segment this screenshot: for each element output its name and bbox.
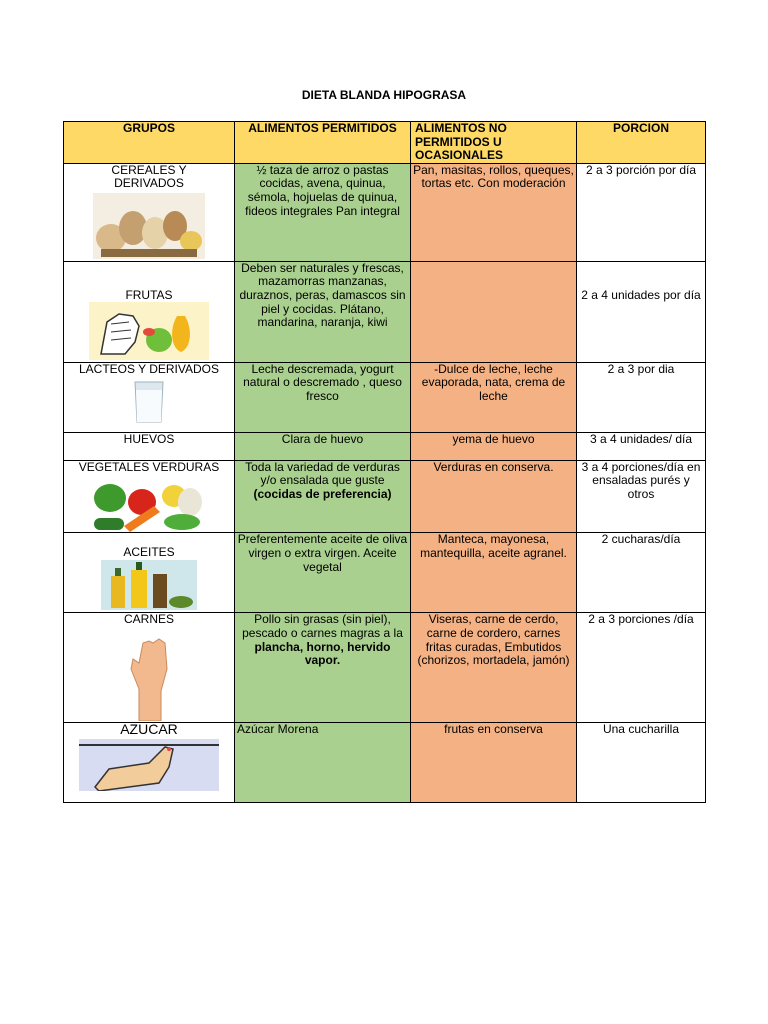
header-porcion: PORCION bbox=[577, 122, 706, 164]
table-row bbox=[64, 723, 706, 803]
header-grupos: GRUPOS bbox=[64, 122, 235, 164]
allowed-cell: Preferentemente aceite de oliva virgen o extra virgen. Aceite vegetal bbox=[235, 533, 411, 613]
fist-fruit-image bbox=[89, 302, 209, 360]
table-row bbox=[64, 362, 706, 432]
allowed-cell: Clara de huevo bbox=[235, 432, 411, 460]
not-allowed-cell: Pan, masitas, rollos, queques, tortas etc. Con moderación bbox=[411, 163, 577, 261]
grains-image bbox=[93, 193, 205, 259]
not-allowed-cell: Manteca, mayonesa, mantequilla, aceite agranel. bbox=[411, 533, 577, 613]
table-row bbox=[64, 533, 706, 613]
portion-cell: 3 a 4 unidades/ día bbox=[577, 432, 706, 460]
allowed-emphasis: (cocidas de preferencia) bbox=[253, 486, 392, 501]
group-name: AZUCAR bbox=[120, 722, 178, 738]
allowed-cell bbox=[235, 460, 411, 533]
not-allowed-cell bbox=[411, 261, 577, 362]
allowed-cell: Leche descremada, yogurt natural o descremado , queso fresco bbox=[235, 362, 411, 432]
portion-text: 2 a 4 unidades por día bbox=[581, 287, 701, 302]
document-title: DIETA BLANDA HIPOGRASA bbox=[301, 88, 467, 102]
vegetables-image bbox=[94, 476, 204, 532]
not-allowed-cell: Viseras, carne de cerdo, carne de cordero, carnes fritas curadas, Embutidos (chorizos, mortadela, jamón) bbox=[411, 613, 577, 723]
oil-bottles-image bbox=[101, 560, 197, 610]
not-allowed-cell: Verduras en conserva. bbox=[411, 460, 577, 533]
table-row bbox=[64, 460, 706, 533]
header-permitidos: ALIMENTOS PERMITIDOS bbox=[235, 122, 411, 164]
group-name: ACEITES bbox=[123, 545, 175, 560]
group-name: FRUTAS bbox=[125, 287, 173, 302]
not-allowed-cell: yema de huevo bbox=[411, 432, 577, 460]
group-cell bbox=[64, 362, 235, 432]
allowed-cell: Deben ser naturales y frescas, mazamorras manzanas, duraznos, peras, damascos sin piel y cocidas. Plátano, mandarina, naranja, kiwi bbox=[235, 261, 411, 362]
group-name: VEGETALES VERDURAS bbox=[78, 460, 220, 474]
group-cell bbox=[64, 432, 235, 460]
portion-cell: 3 a 4 porciones/día en ensaladas purés y otros bbox=[577, 460, 706, 533]
palm-hand-image bbox=[119, 629, 179, 721]
group-cell bbox=[64, 460, 235, 533]
table-row bbox=[64, 163, 706, 261]
group-cell bbox=[64, 613, 235, 723]
allowed-text: Toda la variedad de verduras y/o ensalada que guste bbox=[245, 459, 400, 488]
portion-cell: 2 cucharas/día bbox=[577, 533, 706, 613]
portion-cell bbox=[577, 261, 706, 362]
table-row bbox=[64, 261, 706, 362]
allowed-text: Pollo sin grasas (sin piel), pescado o carnes magras a la bbox=[242, 612, 403, 640]
table-row bbox=[64, 432, 706, 460]
table-header-row bbox=[64, 122, 706, 164]
finger-tip-image bbox=[79, 739, 219, 791]
portion-cell: 2 a 3 por dia bbox=[577, 362, 706, 432]
allowed-emphasis: plancha, horno, hervido vapor. bbox=[254, 639, 391, 668]
group-cell bbox=[64, 533, 235, 613]
group-name: HUEVOS bbox=[123, 432, 175, 446]
allowed-cell: ½ taza de arroz o pastas cocidas, avena, quinua, sémola, hojuelas de quinua, fideos integrales Pan integral bbox=[235, 163, 411, 261]
allowed-cell bbox=[235, 613, 411, 723]
not-allowed-cell: frutas en conserva bbox=[411, 723, 577, 803]
portion-cell: 2 a 3 porción por día bbox=[577, 163, 706, 261]
group-name: CEREALES Y DERIVADOS bbox=[111, 163, 187, 191]
group-name: CARNES bbox=[123, 612, 174, 627]
portion-cell: Una cucharilla bbox=[577, 723, 706, 803]
diet-table bbox=[63, 121, 706, 803]
milk-glass-image bbox=[119, 378, 179, 424]
group-cell bbox=[64, 261, 235, 362]
header-no-permitidos: ALIMENTOS NO PERMITIDOS U OCASIONALES bbox=[411, 122, 577, 164]
group-name: LACTEOS Y DERIVADOS bbox=[78, 362, 220, 376]
portion-cell: 2 a 3 porciones /día bbox=[577, 613, 706, 723]
allowed-cell: Azúcar Morena bbox=[235, 723, 411, 803]
group-cell bbox=[64, 163, 235, 261]
group-cell bbox=[64, 723, 235, 803]
not-allowed-cell: -Dulce de leche, leche evaporada, nata, crema de leche bbox=[411, 362, 577, 432]
table-row bbox=[64, 613, 706, 723]
